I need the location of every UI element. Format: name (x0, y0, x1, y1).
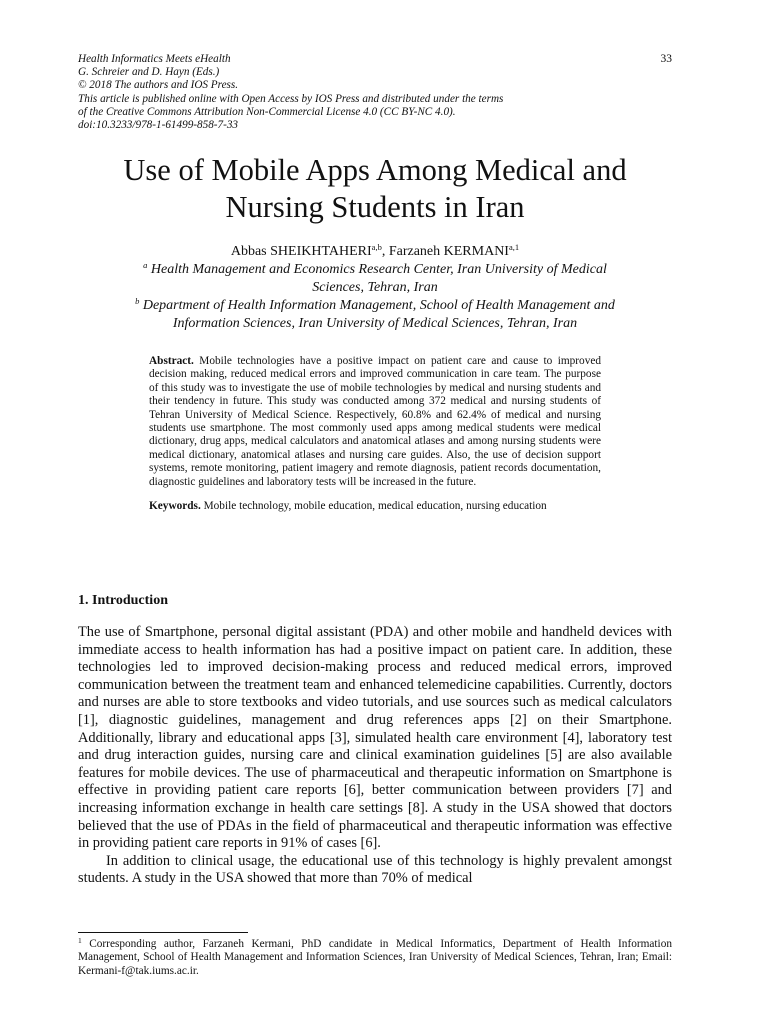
footnote-mark: 1 (78, 936, 82, 945)
title-line-1: Use of Mobile Apps Among Medical and (123, 153, 627, 187)
affiliation-a-text-1: Health Management and Economics Research Center, Iran University of Medical (150, 262, 607, 277)
title-line-2: Nursing Students in Iran (225, 190, 525, 224)
abstract-text: Mobile technologies have a positive impact on patient care and cause to improved decision making, reduced medical errors and improved communication in care team. The purpose of this study was to investigate the use of mobile technologies by medical and nursing students and their tendency in future. This study was conducted among 372 medical and nursing students of Tehran University of Medical Science. Respectively, 60.8% and 62.4% of medical and nursing students use smartphone. The most commonly used apps among medical students were medical dictionary, drug apps, medical calculators and anatomical atlases and among nursing students were medical dictionary, anatomical atlases and nursing care guides. Also, the use of decision support systems, remote monitoring, patient imagery and remote diagnosis, patient records documentation, diagnostic guidelines and laboratory tests will be increased in the future. (149, 355, 601, 488)
affiliation-b-line-1 (78, 297, 672, 315)
author-2-affiliation-mark: a,1 (508, 242, 520, 252)
copyright: © 2018 The authors and IOS Press. (78, 79, 239, 92)
page-number: 33 (660, 53, 672, 65)
running-header (78, 53, 672, 132)
affiliation-a (78, 261, 672, 297)
keywords (149, 500, 601, 513)
license-line-2: of the Creative Commons Attribution Non-Commercial License 4.0 (CC BY-NC 4.0). (78, 105, 456, 118)
introduction-body (78, 624, 672, 888)
abstract (149, 355, 601, 489)
abstract-label: Abstract. (149, 355, 194, 367)
author-2: Farzaneh KERMANI (388, 244, 509, 259)
affiliation-b-text-1: Department of Health Information Management, School of Health Management and (142, 298, 615, 313)
affiliation-b (78, 297, 672, 333)
footnote (78, 938, 672, 978)
editors: G. Schreier and D. Hayn (Eds.) (78, 66, 220, 79)
affiliation-b-line-2: Information Sciences, Iran University of Medical Sciences, Tehran, Iran (172, 316, 578, 331)
paragraph-1: The use of Smartphone, personal digital assistant (PDA) and other mobile and handheld devices with immediate access to health information has had a positive impact on patient care. In addition, these technologies led to improved decision-making process and reduced medical errors, improved communication between the treatment team and enhanced telemedicine capabilities. Currently, doctors and nurses are able to store textbooks and video tutorials, and use sources such as medical calculators [1], diagnostic guidelines, management and drug references apps [2] on their Smartphone. Additionally, library and educational apps [3], simulated health care environment [4], laboratory test and drug interaction guides, nursing care and clinical examination guidelines [5] are also available features for mobile devices. The use of pharmaceutical and therapeutic information on Smartphone is effective in providing patient care reports [6], better communication between providers [7] and increasing information exchange in health care settings [8]. A study in the USA showed that doctors believed that the use of PDAs in the field of pharmaceutical and therapeutic information was effective in providing patient care reports in 91% of cases [6]. (78, 624, 672, 852)
affiliation-a-line-2: Sciences, Tehran, Iran (312, 280, 438, 295)
author-separator: , (381, 244, 389, 259)
keywords-text: Mobile technology, mobile education, medical education, nursing education (203, 500, 547, 513)
paper-title (78, 152, 672, 226)
affiliation-a-mark: a (143, 260, 148, 270)
journal-title: Health Informatics Meets eHealth (78, 53, 231, 65)
paragraph-2: In addition to clinical usage, the educational use of this technology is highly prevalent amongst students. A study in the USA showed that more than 70% of medical (78, 852, 672, 887)
keywords-label: Keywords. (149, 500, 201, 513)
footnote-text: Corresponding author, Farzaneh Kermani, PhD candidate in Medical Informatics, Department of Health Information Management, School of Health Management and Information Sciences, Iran University of Medical Sciences, Tehran, Iran; Email: Kermani-f@tak.iums.ac.ir. (78, 938, 672, 977)
author-1: Abbas SHEIKHTAHERI (230, 244, 372, 259)
affiliation-a-line-1 (78, 261, 672, 279)
author-1-affiliation-mark: a,b (371, 242, 382, 252)
section-heading-introduction: 1. Introduction (78, 593, 168, 608)
affiliation-b-mark: b (135, 296, 140, 306)
abstract-block (149, 355, 601, 513)
doi: doi:10.3233/978-1-61499-858-7-33 (78, 119, 239, 132)
license-line-1: This article is published online with Open Access by IOS Press and distributed under the terms (78, 92, 504, 105)
footnote-divider (78, 932, 248, 933)
author-list (78, 243, 672, 261)
